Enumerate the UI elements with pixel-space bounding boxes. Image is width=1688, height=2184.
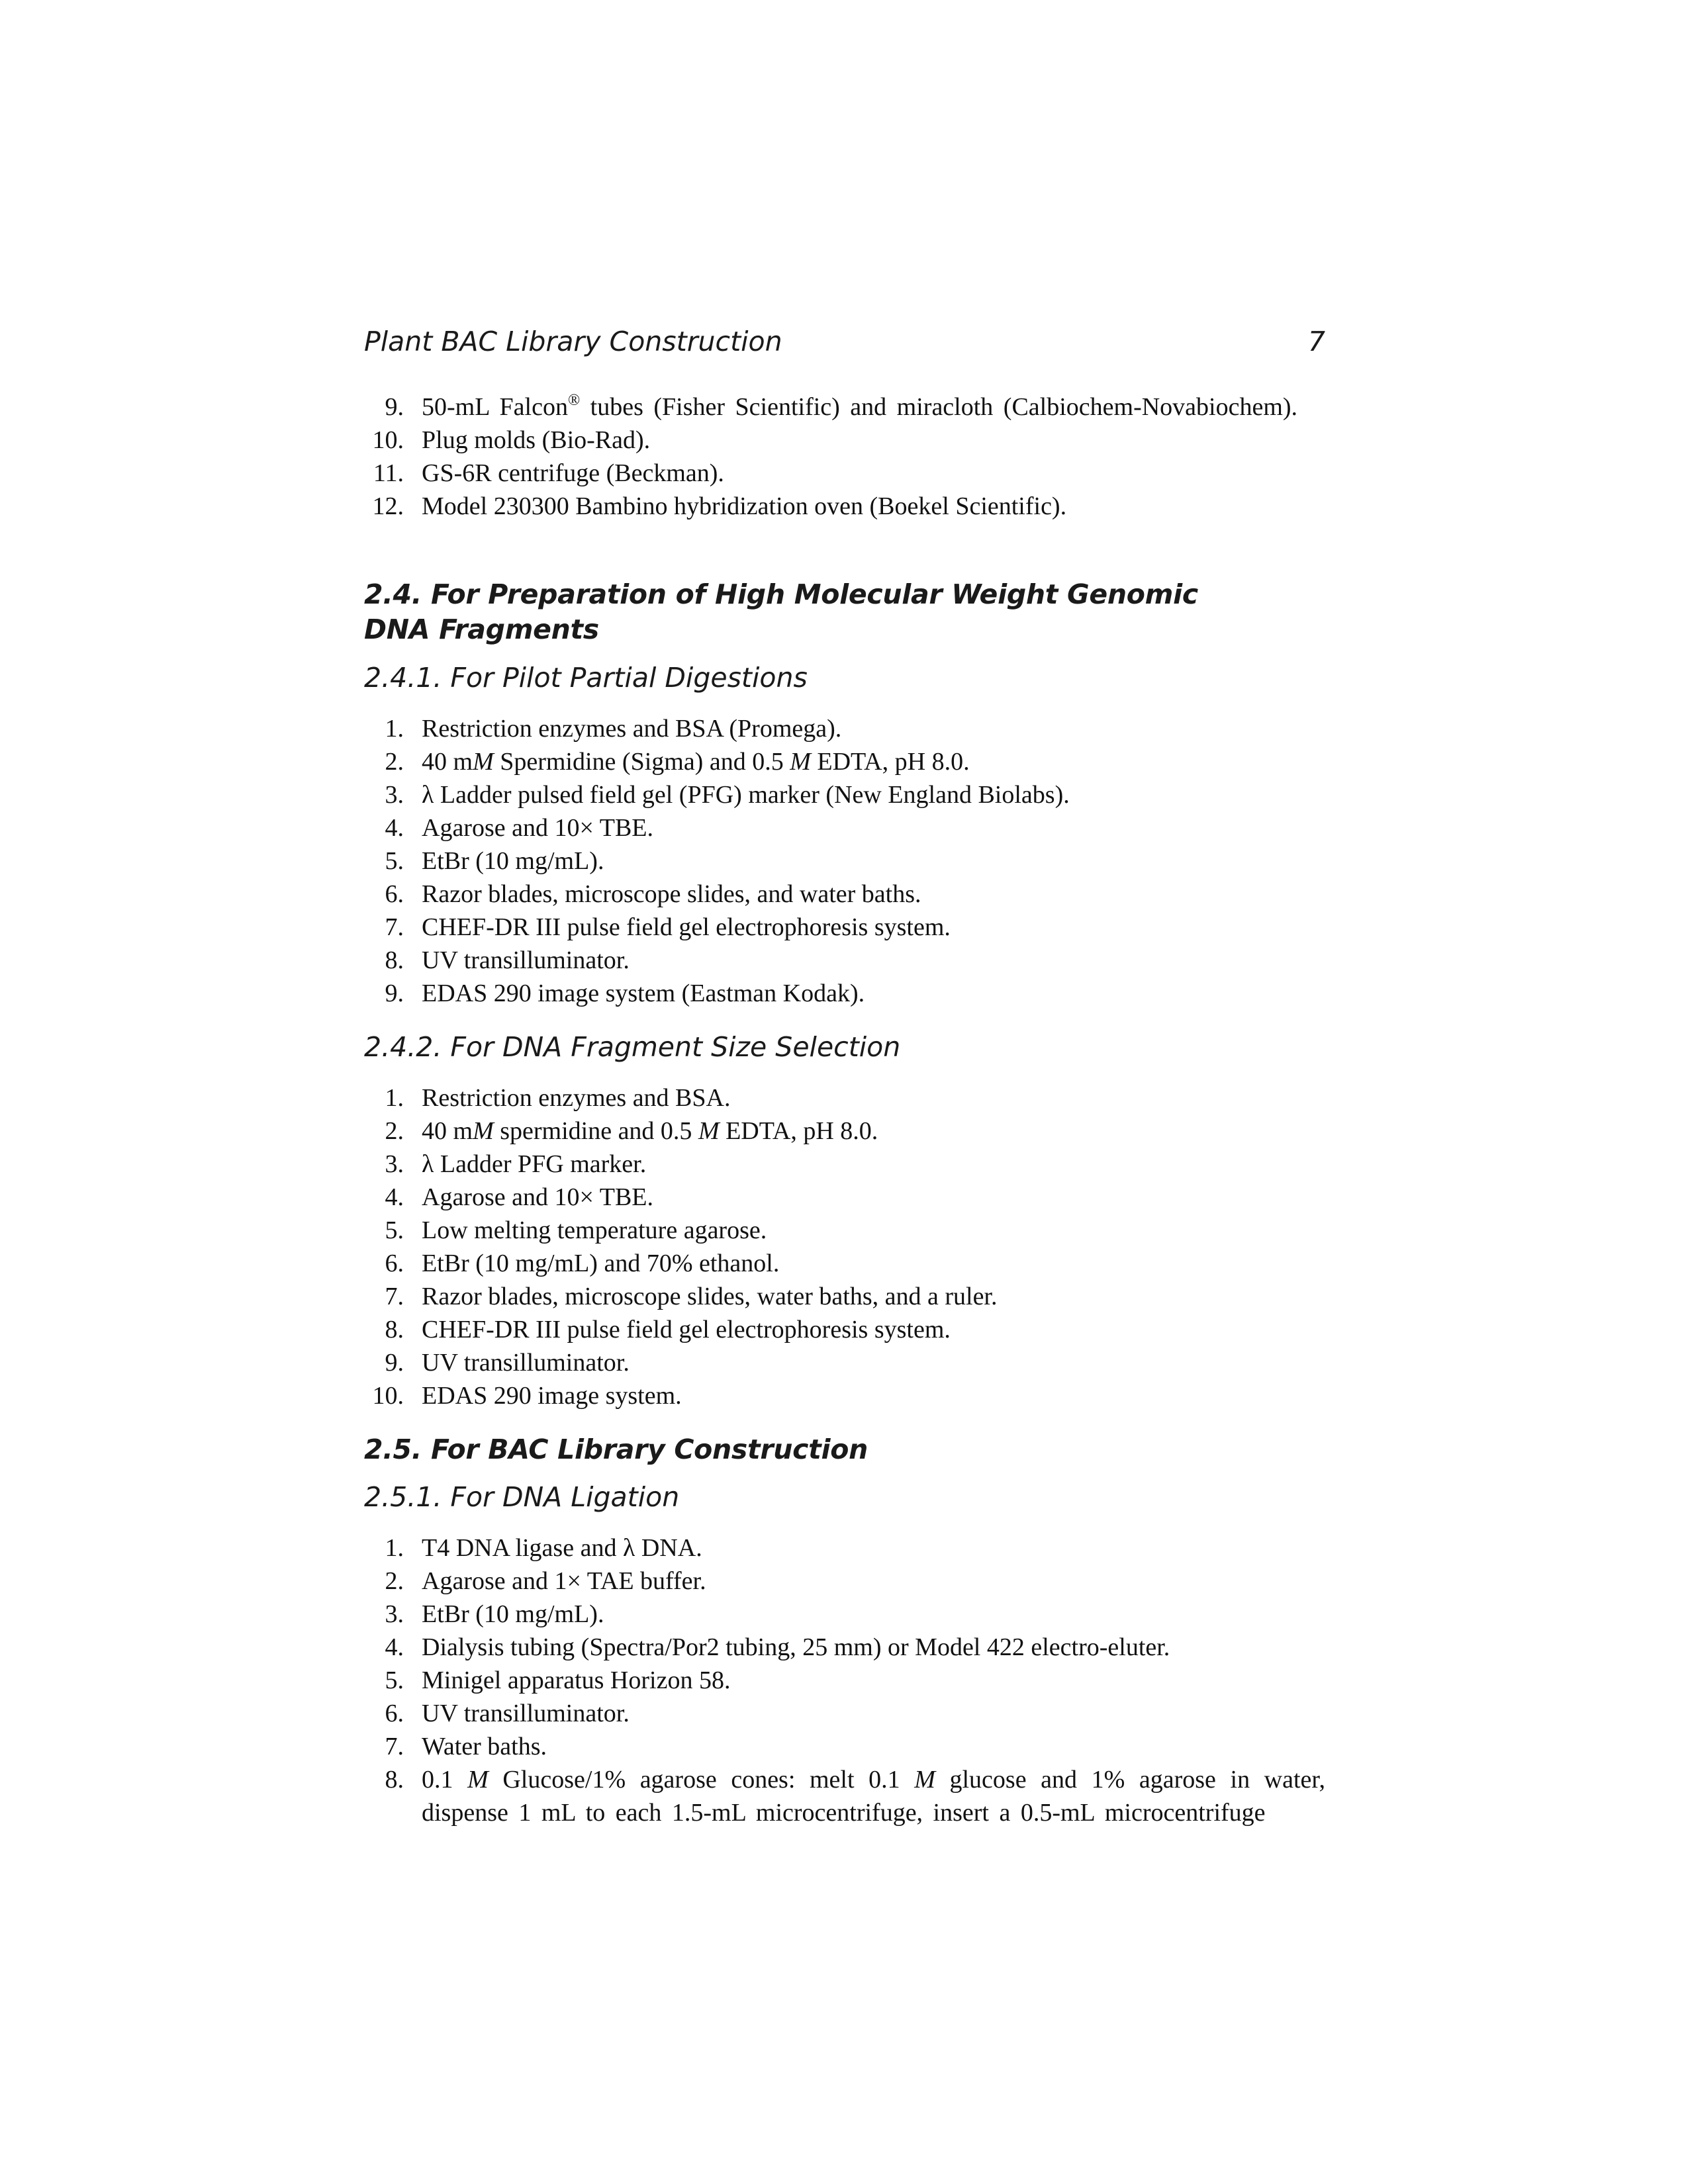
list-number: 8. — [385, 1766, 404, 1794]
list-number: 3. — [385, 1600, 404, 1628]
list-item — [364, 712, 1325, 745]
list-item — [364, 778, 1325, 811]
list-number: 1. — [385, 1084, 404, 1112]
list-item — [364, 977, 1325, 1010]
list-text: λ Ladder pulsed field gel (PFG) marker (New England Biolabs). — [422, 781, 1070, 809]
list-number: 6. — [385, 1250, 404, 1277]
list-number: 3. — [385, 1150, 404, 1178]
list-text: EtBr (10 mg/mL) and 70% ethanol. — [422, 1250, 780, 1277]
list-number: 2. — [385, 748, 404, 776]
list-item — [364, 844, 1325, 878]
list-text: Agarose and 10× TBE. — [422, 814, 653, 842]
running-head-title: Plant BAC Library Construction — [364, 326, 782, 357]
list-item — [364, 1598, 1325, 1631]
list-text: Restriction enzymes and BSA (Promega). — [422, 715, 842, 743]
list-text: Plug molds (Bio-Rad). — [422, 426, 651, 454]
list-text: GS-6R centrifuge (Beckman). — [422, 459, 724, 487]
list-number: 11. — [373, 459, 404, 487]
list-item — [364, 1763, 1325, 1829]
pilot-digestion-list — [364, 712, 1325, 1010]
subsection-heading-2-5-1: 2.5.1. For DNA Ligation — [364, 1481, 680, 1513]
list-text: Water baths. — [422, 1733, 547, 1760]
list-item — [364, 390, 1325, 424]
list-item — [364, 1313, 1325, 1346]
list-item — [364, 811, 1325, 844]
list-number: 2. — [385, 1117, 404, 1145]
registered-mark: ® — [567, 392, 581, 409]
list-text: UV transilluminator. — [422, 1700, 630, 1727]
list-item — [364, 424, 1325, 457]
list-text: 40 mM Spermidine (Sigma) and 0.5 M EDTA, pH 8.0. — [422, 748, 970, 776]
size-selection-list — [364, 1081, 1325, 1412]
list-number: 4. — [385, 1183, 404, 1211]
equipment-list-continued — [364, 390, 1325, 523]
list-item — [364, 1565, 1325, 1598]
list-number: 8. — [385, 1316, 404, 1343]
list-text: Razor blades, microscope slides, and water baths. — [422, 880, 921, 908]
list-number: 7. — [385, 1733, 404, 1760]
list-text: Model 230300 Bambino hybridization oven (Boekel Scientific). — [422, 492, 1067, 520]
list-number: 1. — [385, 715, 404, 743]
list-text: UV transilluminator. — [422, 1349, 630, 1377]
list-text: EDAS 290 image system. — [422, 1382, 682, 1410]
subsection-heading-2-4-1: 2.4.1. For Pilot Partial Digestions — [364, 662, 808, 694]
page-number: 7 — [1307, 326, 1325, 357]
list-text: 40 mM spermidine and 0.5 M EDTA, pH 8.0. — [422, 1117, 878, 1145]
list-item — [364, 1697, 1325, 1730]
list-text: EtBr (10 mg/mL). — [422, 847, 604, 875]
list-number: 6. — [385, 880, 404, 908]
list-item — [364, 1115, 1325, 1148]
list-number: 8. — [385, 946, 404, 974]
list-number: 4. — [385, 814, 404, 842]
list-item — [364, 1214, 1325, 1247]
list-number: 5. — [385, 1666, 404, 1694]
list-item — [364, 1280, 1325, 1313]
subsection-heading-2-4-2: 2.4.2. For DNA Fragment Size Selection — [364, 1031, 901, 1063]
list-item — [364, 1081, 1325, 1115]
list-item — [364, 1181, 1325, 1214]
list-text: UV transilluminator. — [422, 946, 630, 974]
list-number: 9. — [385, 393, 404, 421]
list-number: 10. — [372, 426, 404, 454]
list-number: 12. — [372, 492, 404, 520]
list-text: CHEF-DR III pulse field gel electrophoresis system. — [422, 913, 951, 941]
list-item — [364, 1730, 1325, 1763]
list-number: 7. — [385, 913, 404, 941]
list-text: 50-mL Falcon® tubes (Fisher Scientific) and miracloth (Calbiochem-Novabiochem). — [422, 392, 1298, 421]
list-text: Dialysis tubing (Spectra/Por2 tubing, 25 mm) or Model 422 electro-eluter. — [422, 1633, 1170, 1661]
list-text: T4 DNA ligase and λ DNA. — [422, 1534, 702, 1562]
section-heading-2-5: 2.5. For BAC Library Construction — [364, 1433, 868, 1465]
ligation-list — [364, 1531, 1325, 1829]
list-item — [364, 911, 1325, 944]
list-item — [364, 1346, 1325, 1379]
list-number: 10. — [372, 1382, 404, 1410]
list-item — [364, 1631, 1325, 1664]
list-text: 0.1 M Glucose/1% agarose cones: melt 0.1 M glucose and 1% agarose in water, dispense 1 mL to each 1.5-mL microcentrifuge, insert a 0.5-mL microcentrifuge — [422, 1766, 1326, 1827]
list-number: 7. — [385, 1283, 404, 1310]
list-text: λ Ladder PFG marker. — [422, 1150, 647, 1178]
list-text: Razor blades, microscope slides, water baths, and a ruler. — [422, 1283, 998, 1310]
section-heading-2-4: 2.4. For Preparation of High Molecular Weight Genomic DNA Fragments — [364, 578, 1198, 645]
list-item — [364, 745, 1325, 778]
list-number: 2. — [385, 1567, 404, 1595]
list-item — [364, 1664, 1325, 1697]
list-number: 3. — [385, 781, 404, 809]
list-text: Minigel apparatus Horizon 58. — [422, 1666, 731, 1694]
list-item — [364, 878, 1325, 911]
list-item — [364, 944, 1325, 977]
list-text: Restriction enzymes and BSA. — [422, 1084, 731, 1112]
list-item — [364, 1247, 1325, 1280]
list-number: 1. — [385, 1534, 404, 1562]
list-number: 9. — [385, 979, 404, 1007]
list-number: 5. — [385, 1216, 404, 1244]
list-text: EtBr (10 mg/mL). — [422, 1600, 604, 1628]
list-item — [364, 1531, 1325, 1565]
list-item — [364, 490, 1325, 523]
list-number: 6. — [385, 1700, 404, 1727]
list-item — [364, 1379, 1325, 1412]
list-text: EDAS 290 image system (Eastman Kodak). — [422, 979, 865, 1007]
list-item — [364, 1148, 1325, 1181]
list-number: 9. — [385, 1349, 404, 1377]
list-item — [364, 457, 1325, 490]
list-text: CHEF-DR III pulse field gel electrophoresis system. — [422, 1316, 951, 1343]
list-text: Low melting temperature agarose. — [422, 1216, 767, 1244]
list-text: Agarose and 1× TAE buffer. — [422, 1567, 706, 1595]
list-text: Agarose and 10× TBE. — [422, 1183, 653, 1211]
list-number: 4. — [385, 1633, 404, 1661]
list-number: 5. — [385, 847, 404, 875]
